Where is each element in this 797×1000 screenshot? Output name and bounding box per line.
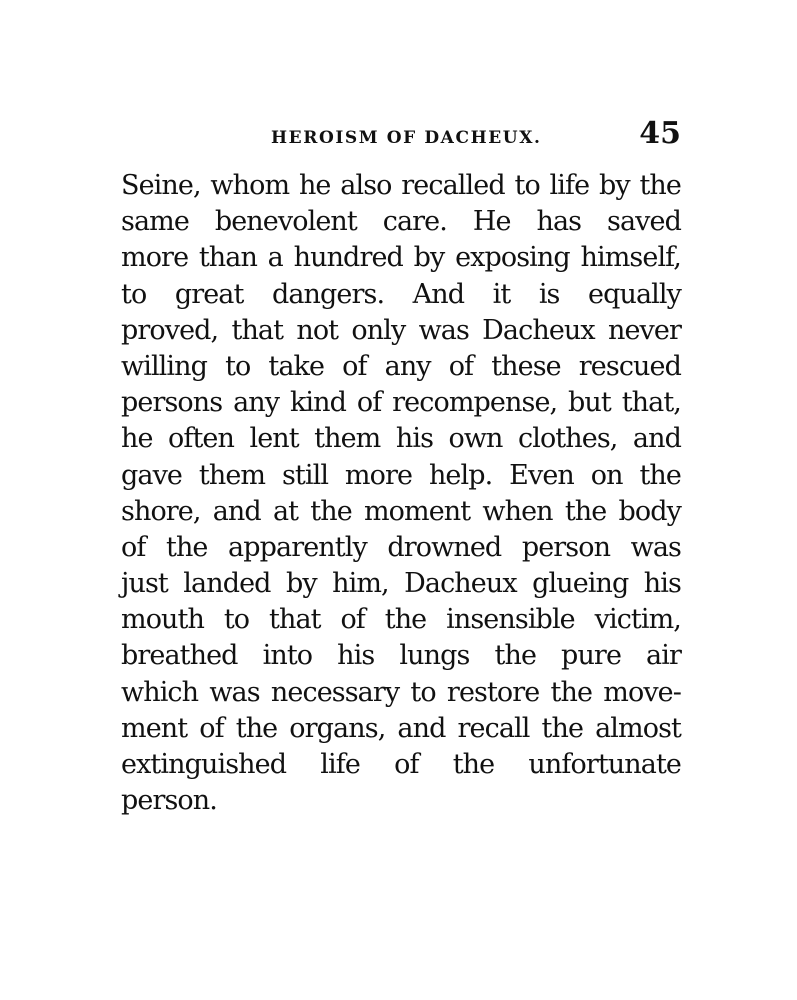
text-line: mouth to that of the insensible victim, xyxy=(121,604,681,636)
text-line: extinguished life of the unfortunate xyxy=(121,749,681,780)
text-line: which was necessary to restore the move- xyxy=(121,676,681,708)
text-line: proved, that not only was Dacheux never xyxy=(121,314,681,346)
text-line: Seine, whom he also recalled to life by the xyxy=(121,170,681,201)
text-line: shore, and at the moment when the body xyxy=(121,495,681,527)
running-head xyxy=(121,116,681,156)
text-line: just landed by him, Dacheux glueing his xyxy=(121,568,681,600)
text-line: breathed into his lungs the pure air xyxy=(121,640,681,672)
text-line: ment of the organs, and recall the almost xyxy=(121,712,681,744)
text-line: same benevolent care. He has saved xyxy=(121,206,681,238)
text-line: of the apparently drowned person was xyxy=(121,531,681,563)
text-line: gave them still more help. Even on the xyxy=(121,459,681,491)
text-line: willing to take of any of these rescued xyxy=(121,350,681,382)
body-text xyxy=(121,168,681,819)
text-line: persons any kind of recompense, but that, xyxy=(121,387,681,419)
text-line: person. xyxy=(121,785,217,817)
text-line: to great dangers. And it is equally xyxy=(121,278,681,310)
running-title: HEROISM OF DACHEUX. xyxy=(271,128,542,148)
page-number: 45 xyxy=(639,116,681,151)
text-line: he often lent them his own clothes, and xyxy=(121,423,681,455)
text-line: more than a hundred by exposing himself, xyxy=(121,242,681,274)
